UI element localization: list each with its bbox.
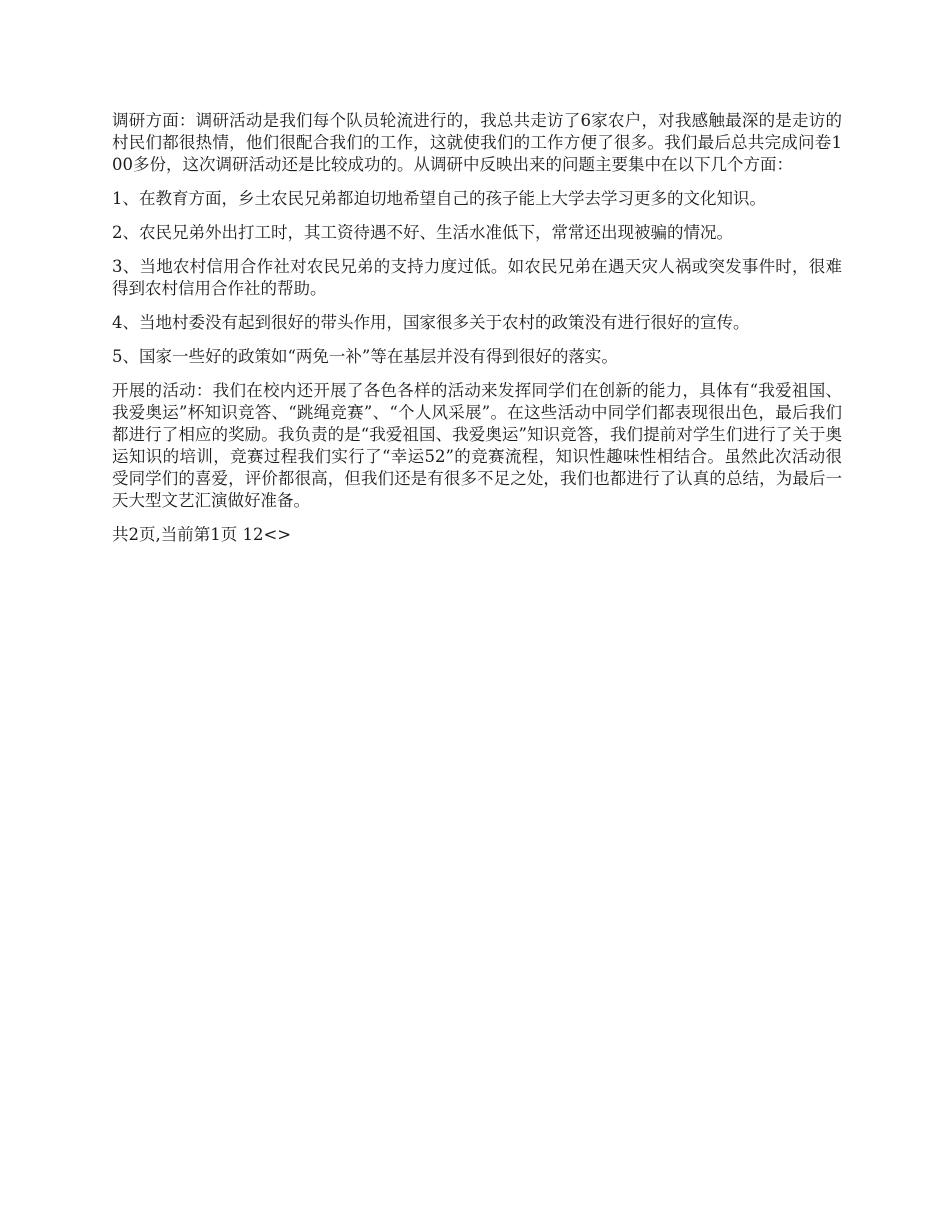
document-body	[112, 110, 842, 558]
paragraph-research: 调研方面：调研活动是我们每个队员轮流进行的，我总共走访了6家农户，对我感触最深的是走访的村民们都很热情，他们很配合我们的工作，这就使我们的工作方便了很多。我们最后总共完成问卷100多份，这次调研活动还是比较成功的。从调研中反映出来的问题主要集中在以下几个方面：	[112, 111, 842, 174]
paragraph-point-2: 2、农民兄弟外出打工时，其工资待遇不好、生活水准低下，常常还出现被骗的情况。	[112, 223, 733, 242]
pagination[interactable]: 共2页,当前第1页 12<>	[112, 525, 292, 544]
paragraph-activities: 开展的活动：我们在校内还开展了各色各样的活动来发挥同学们在创新的能力，具体有“我爱祖国、我爱奥运”杯知识竞答、“跳绳竞赛”、“个人风采展”。在这些活动中同学们都表现很出色，最后我们都进行了相应的奖励。我负责的是“我爱祖国、我爱奥运”知识竞答，我们提前对学生们进行了关于奥运知识的培训，竞赛过程我们实行了“幸运52”的竞赛流程，知识性趣味性相结合。虽然此次活动很受同学们的喜爱，评价都很高，但我们还是有很多不足之处，我们也都进行了认真的总结，为最后一天大型文艺汇演做好准备。	[112, 381, 842, 510]
paragraph-point-4: 4、当地村委没有起到很好的带头作用，国家很多关于农村的政策没有进行很好的宣传。	[112, 313, 750, 332]
paragraph-point-1: 1、在教育方面，乡土农民兄弟都迫切地希望自己的孩子能上大学去学习更多的文化知识。	[112, 189, 766, 208]
paragraph-point-3: 3、当地农村信用合作社对农民兄弟的支持力度过低。如农民兄弟在遇天灾人祸或突发事件时，很难得到农村信用合作社的帮助。	[112, 257, 842, 298]
paragraph-point-5: 5、国家一些好的政策如“两免一补”等在基层并没有得到很好的落实。	[112, 347, 618, 366]
